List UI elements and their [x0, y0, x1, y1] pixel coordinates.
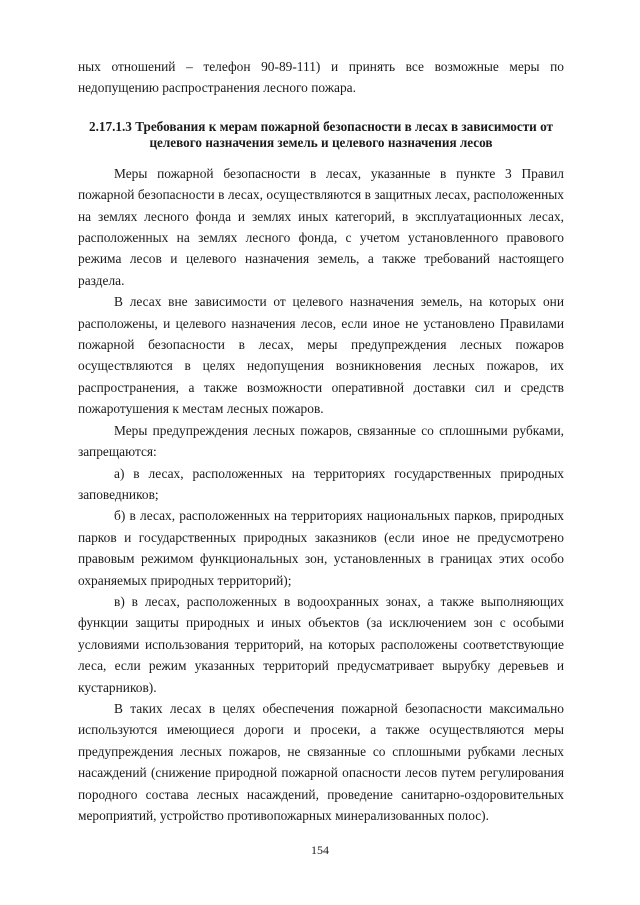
paragraph-3: Меры предупреждения лесных пожаров, связанные со сплошными рубками, запрещаются: [78, 422, 564, 460]
list-item-b: б) в лесах, расположенных на территориях национальных парков, природных парков и государственных природных заказников (если иное не предусмотрено правовым режимом функциональных зон, установленных в границах этих особо охраняемых природных территорий); [78, 508, 564, 588]
list-item-c: в) в лесах, расположенных в водоохранных зонах, а также выполняющих функции защиты природных и иных объектов (за исключением зон с особыми условиями использования территорий, на которых расположены соответствующие леса, если режим указанных территорий предусматривает вырубку деревьев и кустарников). [78, 593, 564, 695]
paragraph-1: Меры пожарной безопасности в лесах, указанные в пункте 3 Правил пожарной безопасности в лесах, осуществляются в защитных лесах, расположенных на землях лесного фонда и землях иных категорий, в эксплуатационных лесах, расположенных на землях лесного фонда, с учетом установленного правового режима лесов и целевого назначения земель, а также требований настоящего раздела. [78, 165, 564, 288]
section-heading: 2.17.1.3 Требования к мерам пожарной безопасности в лесах в зависимости от целевого назначения земель и целевого назначения лесов [89, 118, 553, 150]
continuation-paragraph: ных отношений – телефон 90-89-111) и принять все возможные меры по недопущению распространения лесного пожара. [78, 59, 564, 96]
page-number: 154 [311, 843, 329, 857]
paragraph-4: В таких лесах в целях обеспечения пожарной безопасности максимально используются имеющиеся дороги и просеки, а также осуществляются меры предупреждения лесных пожаров, не связанные со сплошными рубками лесных насаждений (снижение природной пожарной опасности лесов путем регулирования породного состава лесных насаждений, проведение санитарно-оздоровительных мероприятий, устройство противопожарных минерализованных полос). [78, 700, 564, 823]
list-item-a: а) в лесах, расположенных на территориях государственных природных заповедников; [78, 465, 564, 502]
document-body [78, 56, 564, 826]
paragraph-2: В лесах вне зависимости от целевого назначения земель, на которых они расположены, и целевого назначения лесов, если иное не установлено Правилами пожарной безопасности в лесах, меры предупреждения лесных пожаров осуществляются в целях недопущения возникновения лесных пожаров, их распространения, а также возможности оперативной доставки сил и средств пожаротушения к местам лесных пожаров. [78, 294, 564, 417]
